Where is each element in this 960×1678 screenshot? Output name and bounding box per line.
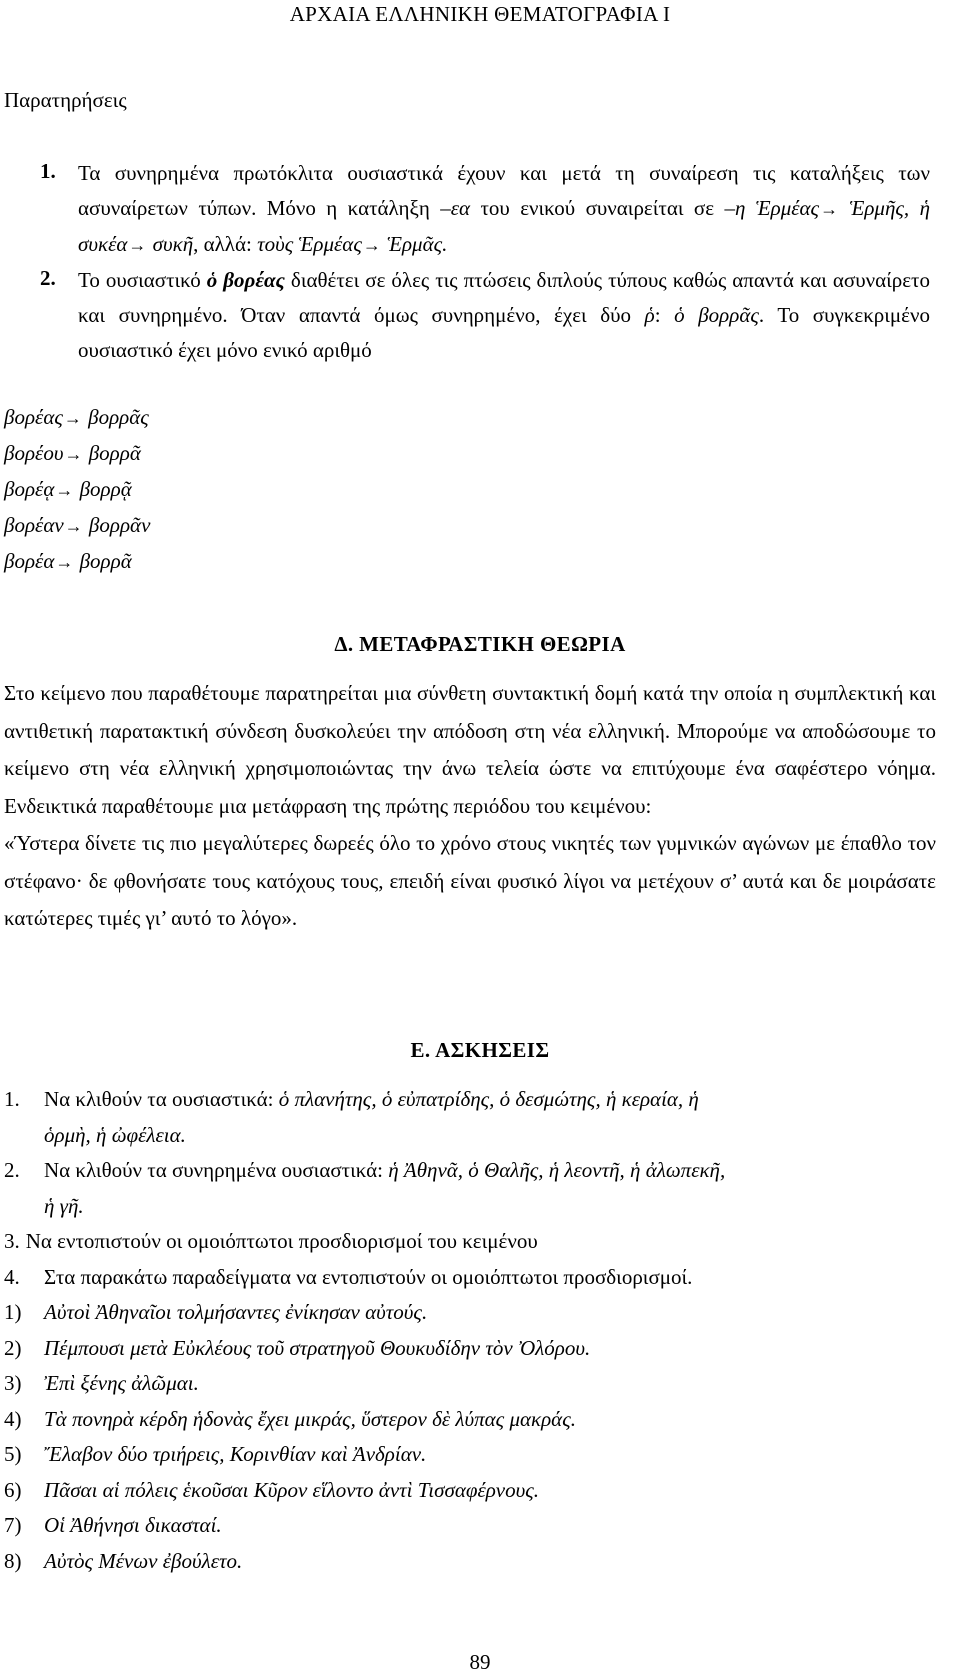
- exercise-item: 2. Να κλιθούν τα συνηρημένα ουσιαστικά: ἡ Ἀθηνᾶ, ὁ Θαλῆς, ἡ λεοντῆ, ἡ ἀλωπεκῆ,: [4, 1158, 726, 1182]
- exercise-item-continuation: ὁρμὴ, ἡ ὠφέλεια.: [44, 1122, 186, 1147]
- example-item: 3) Ἐπὶ ξένης ἀλῶμαι.: [4, 1371, 199, 1395]
- arrow-icon: →: [64, 516, 83, 536]
- arrow-icon: →: [55, 480, 74, 500]
- observations-notes: [30, 156, 930, 368]
- note-number: 1.: [40, 159, 56, 183]
- note-1: [30, 156, 930, 263]
- form-row: βορέαν→ βορρᾶν: [4, 513, 151, 537]
- example-item: 5) Ἔλαβον δύο τριήρεις, Κορινθίαν καὶ Ἀνδρίαν.: [4, 1442, 427, 1466]
- translation-paragraph: «Ύστερα δίνετε τις πιο μεγαλύτερες δωρεές όλο το χρόνο στους νικητές των γυμνικών αγώνων με έπαθλο τον στέφανο· δε φθονήσατε τους κατόχους τους, επειδή είναι φυσικό λίγοι να μετέχουν σ’ αυτά και δε μοιράσατε κατώτερες τιμές γι’ αυτό το λόγο».: [4, 831, 936, 930]
- form-row: βορέᾳ→ βορρᾷ: [4, 477, 132, 501]
- theory-heading: Δ. ΜΕΤΑΦΡΑΣΤΙΚΗ ΘΕΩΡΙΑ: [334, 632, 626, 656]
- arrow-icon: →: [362, 235, 381, 255]
- example-item: 1) Αὐτοὶ Ἀθηναῖοι τολμήσαντες ἐνίκησαν αὐτούς.: [4, 1300, 428, 1324]
- theory-paragraph: Στο κείμενο που παραθέτουμε παρατηρείται μια σύνθετη συντακτική δομή κατά την οποία η συμπλεκτική και αντιθετική παρατακτική σύνδεση δυσκολεύει την απόδοση στη νέα ελληνική. Μπορούμε να αποδώσουμε το κείμενο στη νέα ελληνική χρησιμοποιώντας την άνω τελεία ώστε να επιτύχουμε ένα σαφέστερο νόημα. Ενδεικτικά παραθέτουμε μια μετάφραση της πρώτης περιόδου του κειμένου:: [4, 681, 936, 818]
- exercise-item-continuation: ἡ γῆ.: [44, 1193, 84, 1218]
- running-header: ΑΡΧΑΙΑ ΕΛΛΗΝΙΚΗ ΘΕΜΑΤΟΓΡΑΦΙΑ Ι: [289, 2, 671, 26]
- example-item: 2) Πέμπουσι μετὰ Εὐκλέους τοῦ στρατηγοῦ Θουκυδίδην τὸν Ὀλόρου.: [4, 1335, 591, 1360]
- form-row: βορέα→ βορρᾶ: [4, 549, 132, 573]
- exercise-item: 4. Στα παρακάτω παραδείγματα να εντοπιστούν οι ομοιόπτωτοι προσδιορισμοί.: [4, 1264, 693, 1289]
- arrow-icon: →: [63, 408, 82, 428]
- exercise-item: 1. Να κλιθούν τα ουσιαστικά: ὁ πλανήτης, ὁ εὐπατρίδης, ὁ δεσμώτης, ἡ κεραία, ἡ: [4, 1087, 699, 1111]
- arrow-icon: →: [820, 199, 839, 219]
- example-item: 7) Οἱ Ἀθήνησι δικασταί.: [4, 1513, 222, 1537]
- note-text: Το ουσιαστικό ὁ βορέας διαθέτει σε όλες τις πτώσεις διπλούς τύπους καθώς απαντά και ασυναίρετο και συνηρημένο. Όταν απαντά όμως συνηρημένο, έχει δύο ῥ: ὁ βορρᾶς. Το συγκεκριμένο ουσιαστικό έχει μόνο ενικό αριθμό: [78, 268, 930, 362]
- declension-forms: [4, 400, 150, 580]
- form-row: βορέας→ βορρᾶς: [4, 405, 149, 429]
- note-2: [30, 263, 930, 368]
- note-text: Τα συνηρημένα πρωτόκλιτα ουσιαστικά έχουν και μετά τη συναίρεση τις καταλήξεις των ασυναίρετων τύπων. Μόνο η κατάληξη –εα του ενικού συναιρείται σε –η Ἑρμέας→ Ἑρμῆς, ἡ συκέα→ συκῆ, αλλά: τοὺς Ἑρμέας→ Ἑρμᾶς.: [78, 161, 930, 256]
- example-item: 8) Αὐτὸς Μένων ἐβούλετο.: [4, 1548, 243, 1573]
- arrow-icon: →: [64, 444, 83, 464]
- theory-body: [4, 675, 936, 938]
- exercises-heading: Ε. ΑΣΚΗΣΕΙΣ: [410, 1038, 550, 1062]
- arrow-icon: →: [55, 552, 74, 572]
- observations-heading: Παρατηρήσεις: [4, 88, 127, 112]
- form-row: βορέου→ βορρᾶ: [4, 441, 141, 465]
- exercise-item: 3. Να εντοπιστούν οι ομοιόπτωτοι προσδιορισμοί του κειμένου: [4, 1229, 538, 1253]
- note-number: 2.: [40, 266, 56, 290]
- arrow-icon: →: [128, 235, 147, 255]
- exercises-list: [4, 1082, 936, 1579]
- example-item: 6) Πᾶσαι αἱ πόλεις ἑκοῦσαι Κῦρον εἵλοντο ἀντὶ Τισσαφέρνους.: [4, 1477, 540, 1502]
- example-item: 4) Τὰ πονηρὰ κέρδη ἡδονὰς ἔχει μικράς, ὕστερον δὲ λύπας μακράς.: [4, 1406, 576, 1431]
- page-number: 89: [469, 1650, 491, 1674]
